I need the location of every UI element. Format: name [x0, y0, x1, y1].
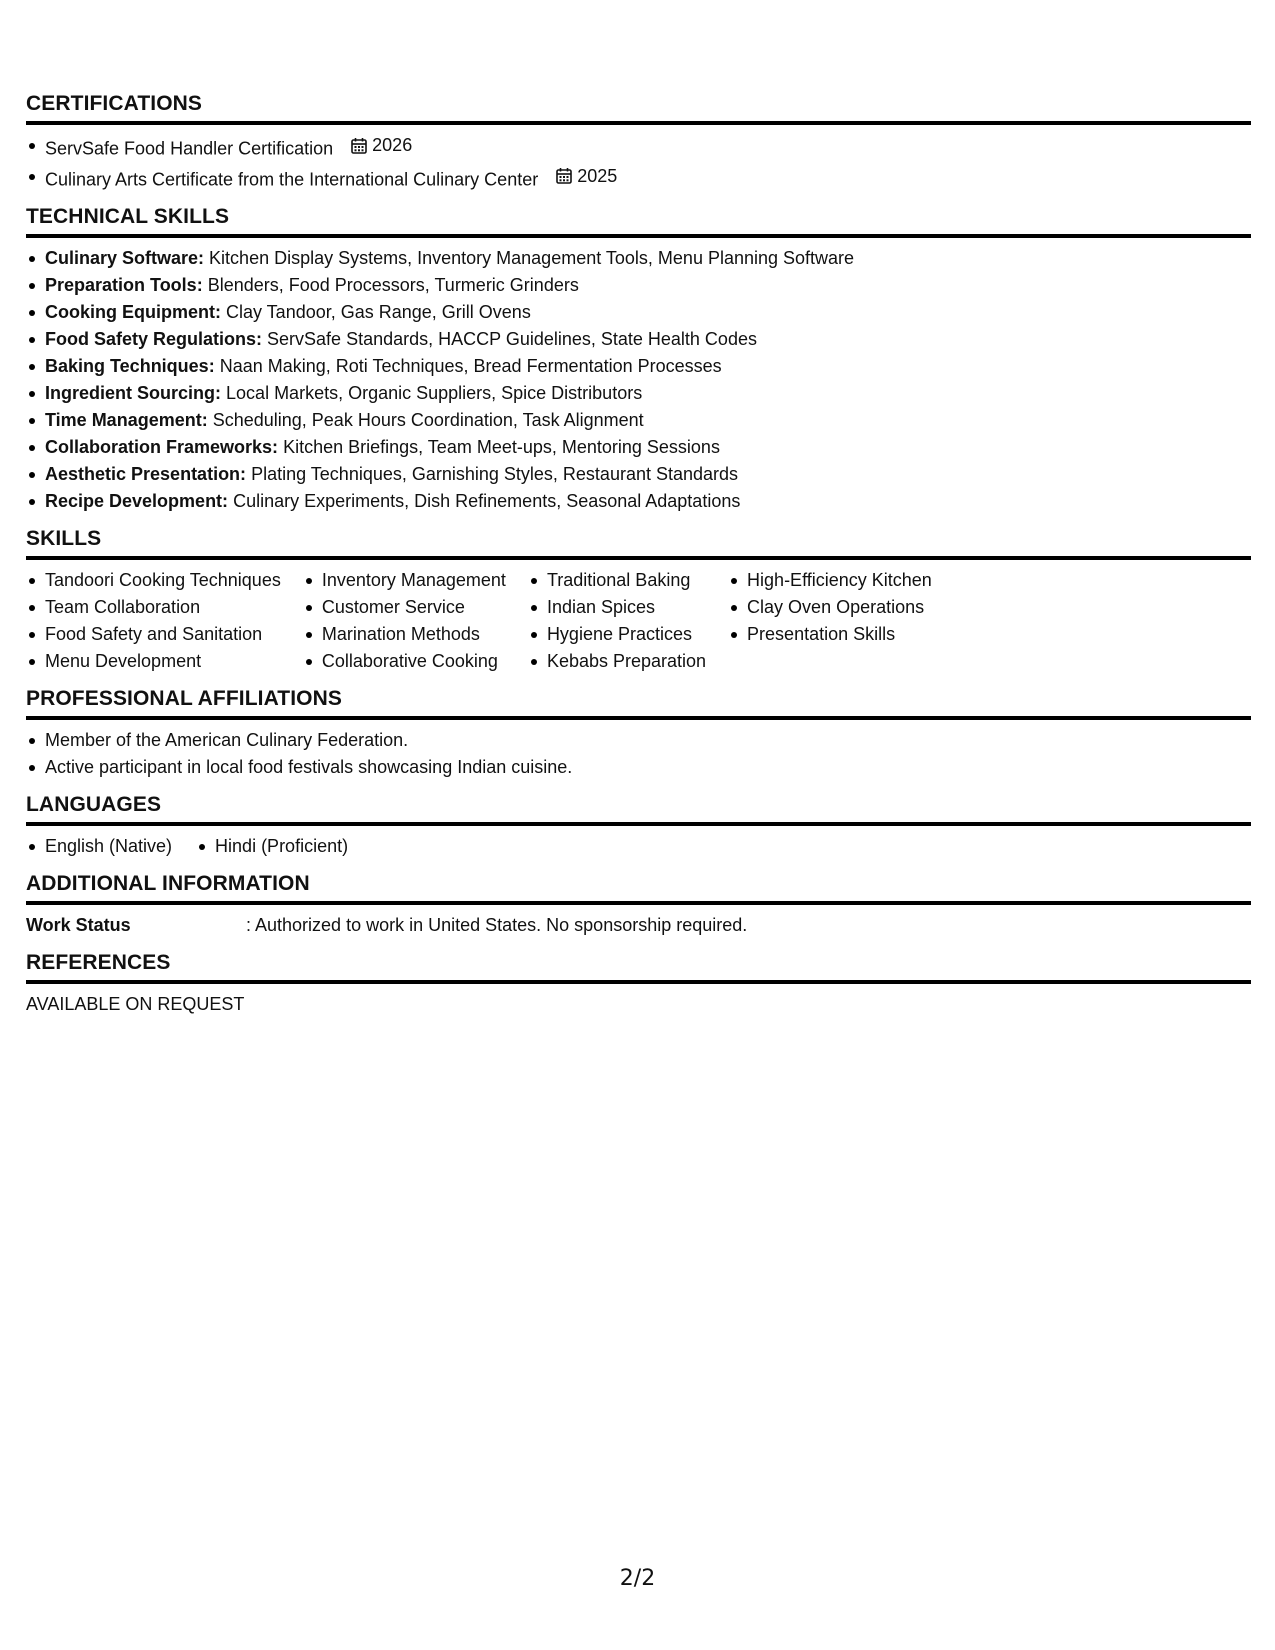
- technical-skills-heading: TECHNICAL SKILLS: [26, 205, 1251, 238]
- certification-date: [350, 132, 412, 159]
- technical-skill-item: [26, 326, 1251, 353]
- additional-info-heading: ADDITIONAL INFORMATION: [26, 872, 1251, 905]
- languages-section: [26, 793, 1251, 860]
- technical-skill-label: Ingredient Sourcing:: [45, 383, 222, 403]
- certifications-list: [26, 132, 1251, 193]
- skills-column: [528, 567, 728, 675]
- language-item: Hindi (Proficient): [196, 833, 348, 860]
- skill-item: Indian Spices: [528, 594, 728, 621]
- work-status-row: [26, 912, 1251, 939]
- technical-skill-label: Collaboration Frameworks:: [45, 437, 279, 457]
- skill-item: Hygiene Practices: [528, 621, 728, 648]
- references-heading: REFERENCES: [26, 951, 1251, 984]
- work-status-label: Work Status: [26, 915, 131, 935]
- technical-skill-value: Plating Techniques, Garnishing Styles, Restaurant Standards: [251, 464, 739, 484]
- certification-year: 2025: [577, 165, 618, 186]
- certification-item: [26, 163, 1251, 194]
- skill-item: Menu Development: [26, 648, 303, 675]
- affiliations-heading: PROFESSIONAL AFFILIATIONS: [26, 687, 1251, 720]
- calendar-icon: [555, 167, 573, 185]
- certification-year: 2026: [372, 135, 413, 155]
- technical-skill-item: [26, 380, 1251, 407]
- technical-skill-value: ServSafe Standards, HACCP Guidelines, State Health Codes: [267, 329, 757, 349]
- skills-column: [728, 567, 954, 675]
- technical-skill-label: Culinary Software:: [45, 248, 205, 268]
- skills-section: [26, 527, 1251, 675]
- technical-skill-item: [26, 272, 1251, 299]
- skill-item: Team Collaboration: [26, 594, 303, 621]
- affiliation-item: Active participant in local food festivals showcasing Indian cuisine.: [26, 754, 1251, 781]
- calendar-icon: [350, 137, 368, 155]
- languages-heading: LANGUAGES: [26, 793, 1251, 826]
- technical-skill-label: Baking Techniques:: [45, 356, 215, 376]
- affiliation-item: Member of the American Culinary Federation.: [26, 727, 1251, 754]
- technical-skill-label: Time Management:: [45, 410, 208, 430]
- skill-item: Tandoori Cooking Techniques: [26, 567, 303, 594]
- technical-skill-value: Kitchen Display Systems, Inventory Management Tools, Menu Planning Software: [209, 248, 855, 268]
- certifications-heading: CERTIFICATIONS: [26, 92, 1251, 125]
- skill-item: High-Efficiency Kitchen: [728, 567, 954, 594]
- skill-item: Kebabs Preparation: [528, 648, 728, 675]
- technical-skill-item: [26, 353, 1251, 380]
- technical-skill-value: Kitchen Briefings, Team Meet-ups, Mentoring Sessions: [283, 437, 720, 457]
- skill-item: Inventory Management: [303, 567, 528, 594]
- technical-skills-section: [26, 205, 1251, 515]
- skill-item: Food Safety and Sanitation: [26, 621, 303, 648]
- skill-item: Marination Methods: [303, 621, 528, 648]
- technical-skills-list: [26, 245, 1251, 515]
- technical-skill-label: Cooking Equipment:: [45, 302, 221, 322]
- technical-skill-item: [26, 488, 1251, 515]
- certification-date: [555, 163, 617, 190]
- technical-skill-value: Scheduling, Peak Hours Coordination, Task Alignment: [212, 410, 644, 430]
- certification-name: ServSafe Food Handler Certification: [45, 138, 334, 159]
- skill-item: Collaborative Cooking: [303, 648, 528, 675]
- technical-skill-item: [26, 461, 1251, 488]
- languages-list: [26, 833, 1251, 860]
- page-number: 2/2: [619, 1566, 656, 1591]
- references-text: AVAILABLE ON REQUEST: [26, 994, 245, 1014]
- affiliations-section: [26, 687, 1251, 781]
- certifications-section: [26, 92, 1251, 193]
- skills-column: [26, 567, 303, 675]
- technical-skill-value: Naan Making, Roti Techniques, Bread Fermentation Processes: [219, 356, 722, 376]
- skill-item: Presentation Skills: [728, 621, 954, 648]
- technical-skill-value: Local Markets, Organic Suppliers, Spice Distributors: [226, 383, 643, 403]
- skills-grid: [26, 567, 1251, 675]
- resume-page: [26, 92, 1251, 1030]
- technical-skill-value: Clay Tandoor, Gas Range, Grill Ovens: [226, 302, 531, 322]
- technical-skill-item: [26, 407, 1251, 434]
- technical-skill-item: [26, 245, 1251, 272]
- technical-skill-value: Culinary Experiments, Dish Refinements, Seasonal Adaptations: [233, 491, 741, 511]
- technical-skill-label: Aesthetic Presentation:: [45, 464, 247, 484]
- certification-item: [26, 132, 1251, 163]
- technical-skill-item: [26, 299, 1251, 326]
- additional-info-section: [26, 872, 1251, 939]
- skills-heading: SKILLS: [26, 527, 1251, 560]
- skill-item: Clay Oven Operations: [728, 594, 954, 621]
- skills-column: [303, 567, 528, 675]
- technical-skill-value: Blenders, Food Processors, Turmeric Grinders: [207, 275, 579, 295]
- references-section: [26, 951, 1251, 1018]
- skill-item: Customer Service: [303, 594, 528, 621]
- skill-item: Traditional Baking: [528, 567, 728, 594]
- affiliations-list: [26, 727, 1251, 781]
- technical-skill-label: Food Safety Regulations:: [45, 329, 263, 349]
- technical-skill-item: [26, 434, 1251, 461]
- certification-name: Culinary Arts Certificate from the International Culinary Center: [45, 169, 539, 189]
- technical-skill-label: Preparation Tools:: [45, 275, 203, 295]
- language-item: English (Native): [26, 833, 172, 860]
- work-status-value: : Authorized to work in United States. No sponsorship required.: [246, 915, 748, 935]
- technical-skill-label: Recipe Development:: [45, 491, 229, 511]
